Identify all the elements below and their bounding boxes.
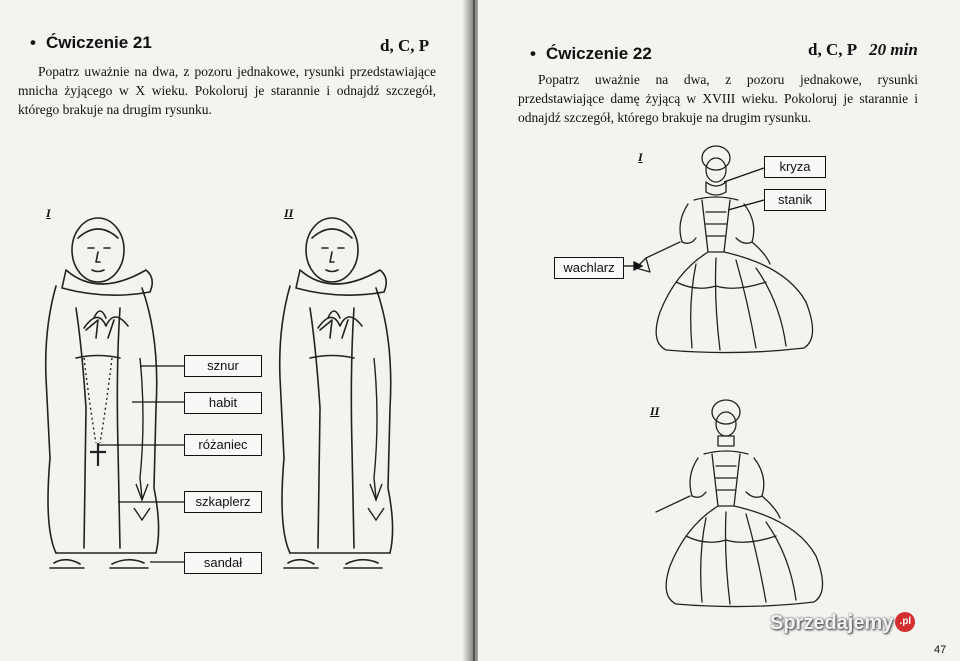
figure-label-1: I xyxy=(46,206,51,220)
right-page xyxy=(478,0,960,661)
watermark: Sprzedajemy .pl xyxy=(770,612,915,635)
dress-figure-label-1: I xyxy=(638,150,643,164)
lady-leader-lines xyxy=(478,0,960,661)
left-page xyxy=(0,0,470,661)
page-number: 47 xyxy=(934,644,947,656)
exercise-22-title: • Ćwiczenie 22 xyxy=(530,44,652,63)
figure-label-2: II xyxy=(284,206,294,220)
exercise-21-title: • Ćwiczenie 21 xyxy=(30,33,152,52)
watermark-badge: .pl xyxy=(895,612,915,632)
dress-figure-label-2: II xyxy=(650,404,660,418)
label-habit: habit xyxy=(184,392,262,414)
exercise-21-code: d, C, P xyxy=(380,36,430,55)
label-sandal: sandał xyxy=(184,552,262,574)
label-kryza: kryza xyxy=(764,156,826,178)
exercise-21-instructions: Popatrz uważnie na dwa, z pozoru jednakowe, rysunki przedstawiające mnicha żyjącego w X wieku. Pokoloruj je starannie i odnajdź szczegół, którego brakuje na drugim rysunku. xyxy=(18,64,436,117)
exercise-22-instructions: Popatrz uważnie na dwa, z pozoru jednakowe, rysunki przedstawiające damę żyjącą w XVIII wieku. Pokoloruj je starannie i odnajdź szczegół, którego brakuje na drugim rysunku. xyxy=(518,72,918,125)
label-sznur: sznur xyxy=(184,355,262,377)
label-szkaplerz: szkaplerz xyxy=(184,491,262,513)
label-wachlarz: wachlarz xyxy=(554,257,624,279)
label-stanik: stanik xyxy=(764,189,826,211)
label-rozaniec: różaniec xyxy=(184,434,262,456)
exercise-22-time: 20 min xyxy=(869,40,918,59)
exercise-22-code: d, C, P 20 min xyxy=(808,40,918,59)
